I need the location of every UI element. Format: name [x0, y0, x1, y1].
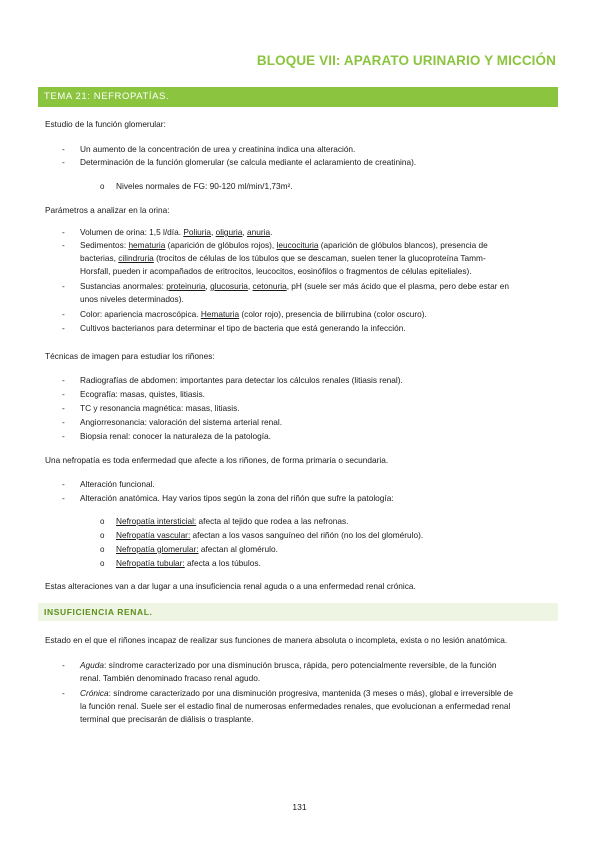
alteraciones-summary: Estas alteraciones van a dar lugar a una insuficiencia renal aguda o a una enfermedad renal crónica.	[45, 581, 416, 591]
volumen-item: Volumen de orina: 1,5 l/día. Poliuria, oliguria, anuria.	[80, 227, 273, 237]
dash: -	[62, 309, 65, 319]
alt-item: Alteración anatómica. Hay varios tipos según la zona del riñón que sufre la patología:	[80, 493, 394, 503]
alt-subitem: Nefropatía intersticial: afecta al tejido que rodea a las nefronas.	[116, 516, 349, 526]
alt-subitem: Nefropatía tubular: afecta a los túbulos.	[116, 558, 261, 568]
s3-item: Angiorresonancia: valoración del sistema arterial renal.	[80, 417, 282, 427]
dash: -	[62, 144, 65, 154]
dash: -	[62, 493, 65, 503]
sedimentos-line3: Horsfall, pueden ir acompañados de eritrocitos, leucocitos, eosinófilos o fragmentos de células epiteliales).	[80, 266, 472, 276]
s1-subitem: Niveles normales de FG: 90-120 ml/min/1,73m².	[116, 181, 293, 191]
s3-item: Biopsia renal: conocer la naturaleza de la patología.	[80, 431, 271, 441]
cronica-item: Crónica: síndrome caracterizado por una disminución progresiva, mantenida (3 meses o más), global e irreversible de	[80, 688, 514, 698]
dash: -	[62, 323, 65, 333]
circle-bullet-icon: o	[100, 517, 105, 526]
cronica-line2: la función renal. Suele ser el estadio final de numerosas enfermedades renales, que evolucionan a enfermedad renal	[80, 701, 511, 711]
alt-item: Alteración funcional.	[80, 479, 155, 489]
dash: -	[62, 157, 65, 167]
dash: -	[62, 479, 65, 489]
alt-subitem: Nefropatía vascular: afectan a los vasos sanguíneo del riñón (no los del glomérulo).	[116, 530, 424, 540]
s2-title: Parámetros a analizar en la orina:	[45, 205, 170, 215]
dash: -	[62, 688, 65, 698]
s1-item: Un aumento de la concentración de urea y creatinina indica una alteración.	[80, 144, 356, 154]
sedimentos-item: Sedimentos: hematuria (aparición de glóbulos rojos), leucocituria (aparición de glóbulos blancos), presencia de	[80, 240, 488, 250]
dash: -	[62, 281, 65, 291]
block-title: BLOQUE VII: APARATO URINARIO Y MICCIÓN	[256, 53, 556, 68]
alt-subitem: Nefropatía glomerular: afectan al glomérulo.	[116, 544, 278, 554]
sustancias-item: Sustancias anormales: proteinuria, glucosuria, cetonuria, pH (suele ser más ácido que el plasma, pero debe estar en	[80, 281, 509, 291]
s3-item: Radiografías de abdomen: importantes para detectar los cálculos renales (litiasis renal).	[80, 375, 403, 385]
dash: -	[62, 375, 65, 385]
page-number: 131	[292, 802, 307, 812]
cultivos-item: Cultivos bacterianos para determinar el tipo de bacteria que está generando la infección.	[80, 323, 406, 333]
dash: -	[62, 660, 65, 670]
circle-bullet-icon: o	[100, 531, 105, 540]
s3-item: Ecografía: masas, quistes, litiasis.	[80, 389, 205, 399]
color-item: Color: apariencia macroscópica. Hematuria (color rojo), presencia de bilirrubina (color oscuro).	[80, 309, 427, 319]
circle-bullet-icon: o	[100, 559, 105, 568]
aguda-item: Aguda: síndrome caracterizado por una disminución brusca, rápida, pero potencialmente reversible, de la función	[80, 660, 497, 670]
cronica-line3: terminal que precisarán de diálisis o trasplante.	[80, 714, 254, 724]
s3-title: Técnicas de imagen para estudiar los riñones:	[45, 351, 215, 361]
dash: -	[62, 227, 65, 237]
circle-bullet-icon: o	[100, 182, 105, 191]
dash: -	[62, 389, 65, 399]
sedimentos-line2: bacterias, cilindruria (trocitos de células de los túbulos que se descaman, suelen tener la glucoproteína Tamm-	[80, 253, 486, 263]
dash: -	[62, 431, 65, 441]
circle-bullet-icon: o	[100, 545, 105, 554]
insuficiencia-band: INSUFICIENCIA RENAL.	[38, 603, 558, 621]
insuficiencia-definition: Estado en el que el riñones incapaz de realizar sus funciones de manera absoluta o incompleta, exista o no lesión anatómica.	[45, 635, 508, 645]
dash: -	[62, 403, 65, 413]
dash: -	[62, 417, 65, 427]
sustancias-line2: unos niveles determinados).	[80, 294, 184, 304]
s3-item: TC y resonancia magnética: masas, litiasis.	[80, 403, 240, 413]
aguda-line2: renal. También denominado fracaso renal agudo.	[80, 673, 261, 683]
tema-band: TEMA 21: NEFROPATÍAS.	[38, 87, 558, 107]
dash: -	[62, 240, 65, 250]
s1-item: Determinación de la función glomerular (se calcula mediante el aclaramiento de creatinina).	[80, 157, 417, 167]
s1-title: Estudio de la función glomerular:	[45, 119, 166, 129]
nefropatia-definition: Una nefropatía es toda enfermedad que afecte a los riñones, de forma primaria o secundaria.	[45, 455, 389, 465]
